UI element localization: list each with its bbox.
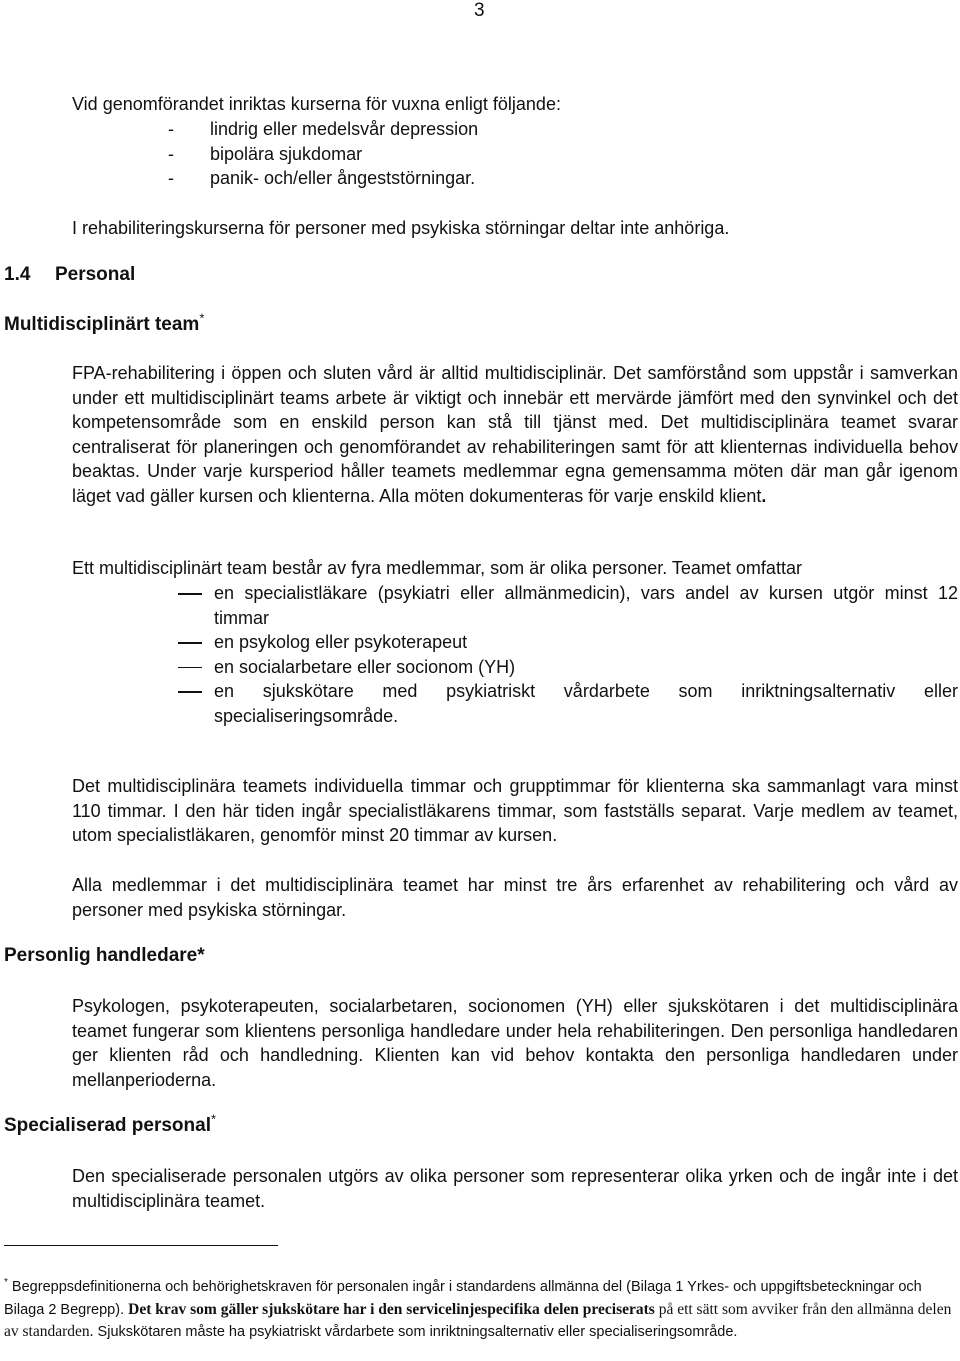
footnote-part3: på ett sätt som avviker från den allmänna delen av standarden. xyxy=(4,1300,952,1340)
list-dash: - xyxy=(168,168,174,188)
heading-text: Multidisciplinärt team xyxy=(4,314,200,335)
personal-handler-heading: Personlig handledare* xyxy=(4,945,205,966)
team-hours-paragraph: Det multidisciplinära teamets individuella timmar och grupptimmar för klienterna ska sammanlagt vara minst 110 timmar. I den här tiden ingår specialistläkarens timmar, som fastställs separat. Varje medlem av teamet, utom specialistläkaren, genomför minst 20 timmar av kursen. xyxy=(72,776,958,845)
team-experience-paragraph: Alla medlemmar i det multidisciplinära teamet har minst tre års erfarenhet av rehabilitering och vård av personer med psykiska störningar. xyxy=(72,875,958,920)
paragraph-body: Det samförstånd som uppstår i samverkan under ett multidisciplinärt teams arbete är viktigt och innebär ett mervärde jämfört med den synvinkel och det kompetensområde som en enskild person kan stå till tjänst med. Det multidisciplinära teamet svarar centraliserat för planeringen och genomförandet av rehabiliteringen samt för att klienternas individuella behov beaktas. Under varje kursperiod håller teamets medlemmar egna gemensamma möten där man går igenom läget vad gäller kursen och klienterna. Alla möten dokumenteras för varje enskild klient xyxy=(72,363,958,506)
paragraph-lead: FPA-rehabilitering i öppen och sluten vård är alltid multidisciplinär. xyxy=(72,363,607,383)
dash-marker xyxy=(178,581,214,606)
team-member-item xyxy=(178,679,958,728)
intro-lead: Vid genomförandet inriktas kurserna för vuxna enligt följande: xyxy=(72,94,561,114)
intro-list xyxy=(168,117,958,191)
team-member-text: en sjukskötare med psykiatriskt vårdarbete som inriktningsalternativ eller specialiseringsområde. xyxy=(214,681,958,726)
team-member-text: en socialarbetare eller socionom (YH) xyxy=(214,656,516,677)
list-item xyxy=(168,142,958,167)
footnote-marker: * xyxy=(211,1111,217,1127)
team-member-text: en psykolog eller psykoterapeut xyxy=(214,632,468,652)
team-member-item xyxy=(178,655,958,680)
heading-text: Specialiserad personal xyxy=(4,1115,211,1136)
dash-marker xyxy=(178,655,214,680)
relatives-note: I rehabiliteringskurserna för personer med psykiska störningar deltar inte anhöriga. xyxy=(72,218,730,238)
specialised-paragraph: Den specialiserade personalen utgörs av olika personer som representerar olika yrken och de ingår inte i det multidisciplinära teamet. xyxy=(72,1166,958,1211)
dash-marker xyxy=(178,630,214,655)
footnote-part4: Sjukskötaren måste ha psykiatriskt vårdarbete som inriktningsalternativ eller specialiseringsområde. xyxy=(93,1324,738,1340)
section-heading xyxy=(4,264,135,286)
team-member-text: en specialistläkare (psykiatri eller allmänmedicin), vars andel av kursen utgör minst 12 timmar xyxy=(214,583,958,628)
multidisciplinary-paragraph xyxy=(72,361,958,508)
specialised-heading xyxy=(4,1111,217,1137)
list-item-text: panik- och/eller ångeststörningar. xyxy=(210,168,476,188)
list-item-text: lindrig eller medelsvår depression xyxy=(210,119,479,139)
team-member-item xyxy=(178,630,958,655)
footnote-divider xyxy=(4,1245,278,1246)
footnote-marker: * xyxy=(4,1277,8,1289)
multidisciplinary-heading xyxy=(4,310,205,336)
paragraph-end: . xyxy=(761,485,767,506)
team-member-item xyxy=(178,581,958,630)
footnote-part2: Det krav som gäller sjukskötare har i den servicelinjespecifika delen preciserats xyxy=(128,1300,655,1318)
dash-marker xyxy=(178,679,214,704)
page-number: 3 xyxy=(474,0,485,21)
list-dash: - xyxy=(168,119,174,139)
section-title: Personal xyxy=(54,264,136,285)
section-number: 1.4 xyxy=(4,264,31,285)
team-members-list xyxy=(178,581,958,728)
list-item-text: bipolära sjukdomar xyxy=(210,143,363,164)
personal-handler-paragraph: Psykologen, psykoterapeuten, socialarbetaren, socionomen (YH) eller sjukskötaren i det multidisciplinära teamet fungerar som klientens personliga handledare under hela rehabiliteringen. Den personliga handledaren ger klienten råd och handledning. Klienten kan vid behov kontakta den personliga handledaren under mellanperioderna. xyxy=(72,996,958,1090)
footnote xyxy=(4,1277,954,1344)
list-item xyxy=(168,166,958,191)
footnote-part1: Begreppsdefinitionerna och behörighetskraven för personalen ingår i standardens allmänna del (Bilaga 1 Yrkes- och uppgiftsbeteckningar och Bilaga 2 Begrepp). xyxy=(4,1279,922,1318)
list-dash: - xyxy=(168,143,174,164)
team-lead: Ett multidisciplinärt team består av fyra medlemmar, som är olika personer. Teamet omfattar xyxy=(72,558,802,578)
list-item xyxy=(168,117,958,142)
footnote-marker: * xyxy=(199,310,205,326)
